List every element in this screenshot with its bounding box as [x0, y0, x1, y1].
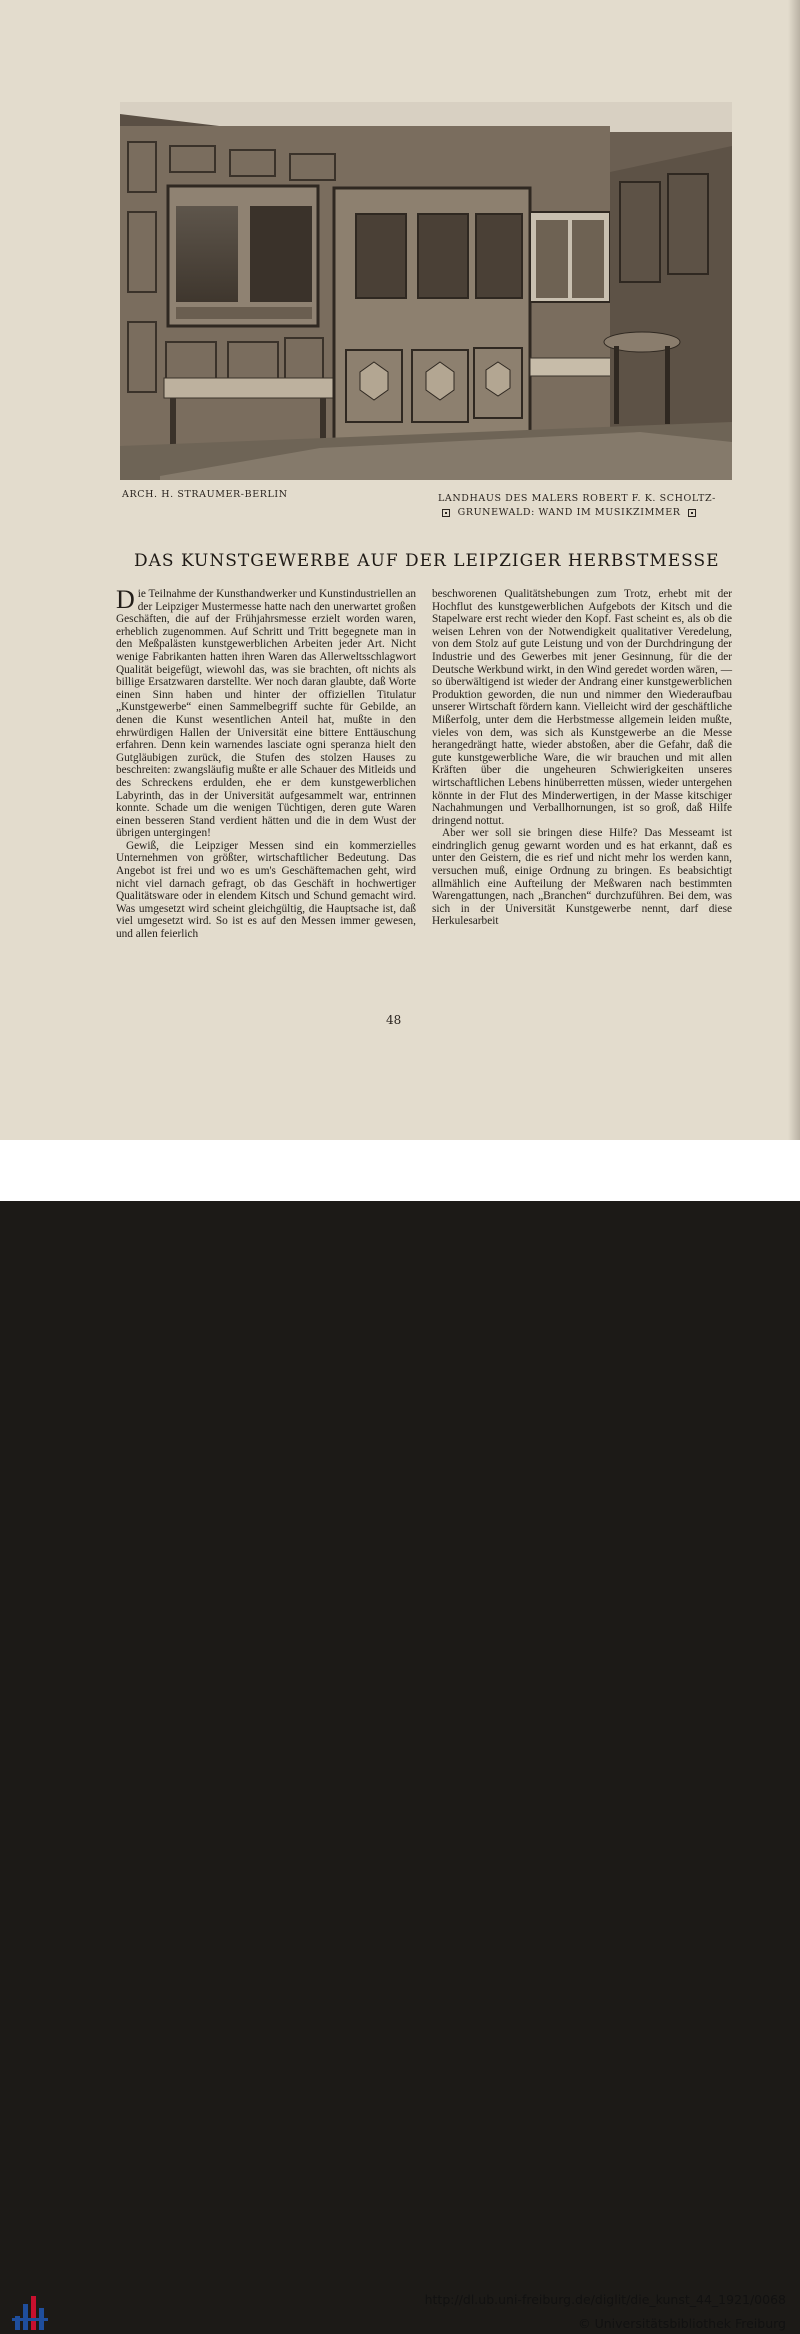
caption-line-2-text: GRUNEWALD: WAND IM MUSIKZIMMER [457, 507, 681, 518]
right-paragraph-2: Aber wer soll sie bringen diese Hilfe? Das Messeamt ist eindringlich genug gewarnt worden und es hat erkannt, daß es unter den Geistern, die es rief und nicht mehr los werden kann, versuchen muß, einige Ordnung zu bringen. Es beabsichtigt allmählich eine Aufteilung der Meßwaren nach bestimmten Warengattungen, nach „Branchen“ durchzuführen. Bei dem, was sich in der Universität Kunstgewerbe nennt, darf diese Herkulesarbeit [432, 827, 732, 928]
square-ornament-icon [688, 509, 696, 517]
library-footer-bar [0, 1140, 800, 2331]
left-column [116, 585, 416, 941]
right-column [432, 588, 732, 928]
copyright-notice: © Universitätsbibliothek Freiburg [578, 2316, 786, 2331]
drop-cap: D [116, 585, 135, 614]
square-ornament-icon [442, 509, 450, 517]
music-room-wall-image [120, 102, 732, 480]
right-paragraph-1: beschworenen Qualitätshebungen zum Trotz, erhebt mit der Hochflut des kunstgewerblichen Aufgebots der Kitsch und die Stapelware erst recht wieder den Kopf. Fast scheint es, als ob die weisen Lehren von der Notwendigkeit qualitativer Veredelung, von dem Stolz auf gute Leistung und von der Durchdringung der Industrie und des Gewerbes mit jener Gesinnung, für die der Deutsche Werkbund wirkt, in den Wind geredet worden wären, — so überwältigend ist wieder der Andrang einer kunstgewerblichen Produktion geworden, die nun und nimmer den Wiederaufbau unserer Wirtschaft fördern kann. Vielleicht wird der geschäftliche Mißerfolg, unter dem die Herbstmesse allgemein leiden mußte, vieles von dem, was sich als Kunstgewerbe an die Messe herangedrängt hatte, wieder abstoßen, aber die Gefahr, daß die gute kunstgewerbliche Ware, die wir brauchen und mit allen Kräften über die ungeheuren Schwierigkeiten unseres wirtschaftlichen Lebens hinüberretten müssen, wieder untergehen könnte in der Flut des Minderwertigen, in der Masse kitschiger Nachahmungen und Verballhornungen, ist so groß, daß Hilfe dringend nottut. [432, 588, 732, 827]
permalink-url[interactable]: http://dl.ub.uni-freiburg.de/diglit/die_kunst_44_1921/0068 [424, 2292, 786, 2307]
photo-caption [438, 492, 738, 520]
caption-line-2 [438, 506, 738, 520]
scanned-page [0, 0, 800, 1140]
left-paragraph-2: Gewiß, die Leipziger Messen sind ein kommerzielles Unternehmen von größter, wirtschaftlicher Bedeutung. Das Angebot ist frei und wo es um's Geschäftemachen geht, wird nicht viel darnach gefragt, ob das Geschäft in hochwertiger Qualitätsware oder in elendem Kitsch und Schund gemacht wird. Was umgesetzt wird scheint gleichgültig, die Hauptsache ist, daß viel umgesetzt wird. So ist es auf den Messen immer gewesen, und allen feierlich [116, 839, 416, 941]
article-title: DAS KUNSTGEWERBE AUF DER LEIPZIGER HERBSTMESSE [134, 551, 720, 571]
interior-photograph [120, 102, 732, 480]
left-paragraph-1-text: ie Teilnahme der Kunsthandwerker und Kunstindustriellen an der Leipziger Mustermesse hatte nach den unerwartet großen Geschäften, die auf der Frühjahrsmesse erzielt worden waren, erheblich zugenommen. Auf Schritt und Tritt begegnete man in den Meßpalästen kunstgewerblichen Arbeiten jeder Art. Nicht wenige Fabrikanten hatten ihren Waren das Allerweltsschlagwort Qualität beigefügt, wiewohl das, was sie brachten, oft nichts als billige Ersatzwaren darstellte. Wer noch daran glaubte, daß Worte einen Sinn haben und hinter der offiziellen Titulatur „Kunstgewerbe“ einen Sammelbegriff suchte für Gebilde, an denen die Kunst wesentlichen Anteil hat, mußte in den ehrwürdigen Hallen der Universität eine bittere Enttäuschung erfahren. Denn kein warnendes lasciate ogni speranza hielt den Gutgläubigen zurück, die Stufen des stolzen Hauses zu beschreiten: zwangsläufig mußte er alle Schauer des Mitleids und des Schreckens erdulden, ehe er dem kunstgewerblichen Labyrinth, das in der Universität aufgesammelt war, entrinnen konnte. Schade um die wenigen Tüchtigen, deren gute Waren einen besseren Stand verdient hätten und die in dem Wust der übrigen untergingen! [116, 588, 416, 840]
left-paragraph-1 [116, 585, 416, 840]
caption-line-1: LANDHAUS DES MALERS ROBERT F. K. SCHOLTZ- [438, 493, 716, 504]
page-number: 48 [386, 1013, 402, 1027]
architect-credit: ARCH. H. STRAUMER-BERLIN [122, 489, 288, 500]
university-library-logo-icon [12, 2292, 52, 2334]
